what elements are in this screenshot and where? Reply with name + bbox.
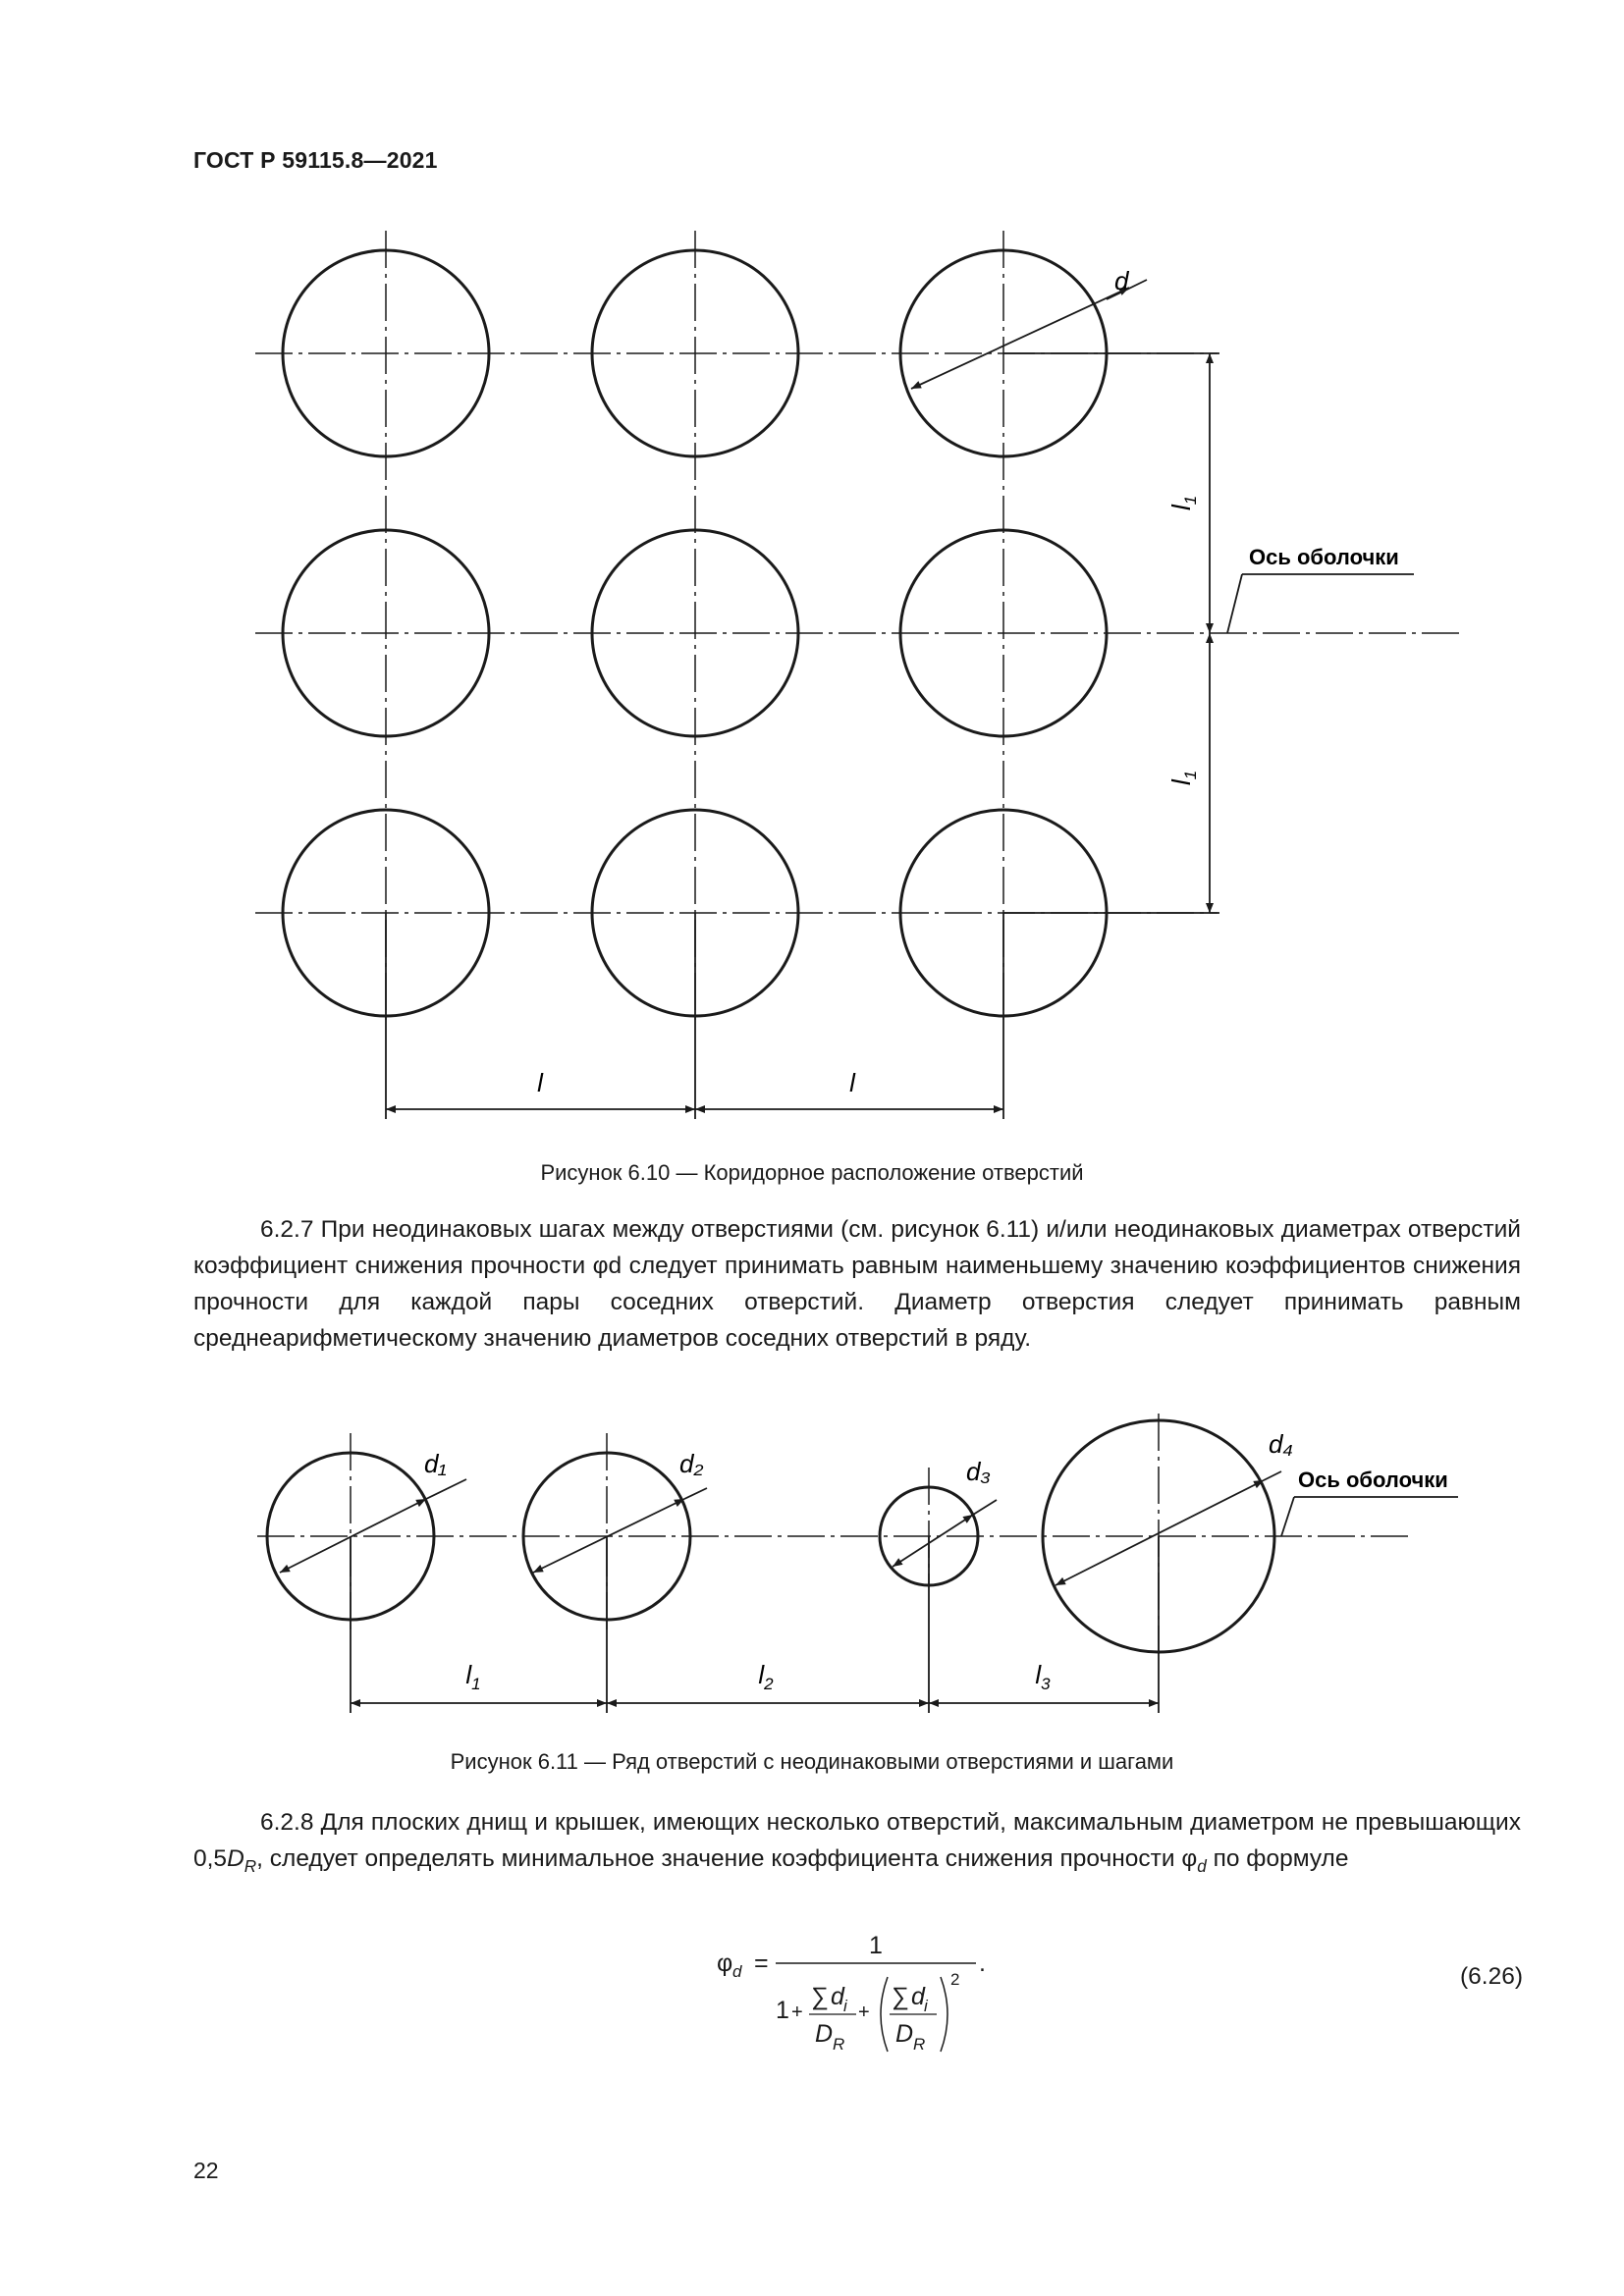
page-number: 22 [193,2158,219,2183]
document-header: ГОСТ Р 59115.8—2021 [193,147,438,173]
center-lines [255,231,1463,1026]
formula-i-2: i [924,1997,928,2015]
label-l1-lower: $l_1$ [1166,770,1200,785]
formula-phi-sub: d [732,1962,742,1981]
formula-square: 2 [950,1970,960,1989]
dimension-lines [386,280,1414,1119]
formula-D-1: D [815,2020,834,2048]
shell-axis-label: Ось оболочки [1298,1468,1448,1492]
formula-plus-2: + [858,2002,870,2023]
shell-axis-label: Ось оболочки [1249,545,1399,569]
label-d3: d₃ [966,1457,991,1486]
label-d1: d₁ [424,1449,447,1478]
dimension-lines [280,1471,1458,1713]
label-l1-upper: $l_1$ [1166,495,1200,510]
formula-D-2: D [895,2020,914,2048]
label-l-left: l [537,1068,543,1097]
figure-6-10 [0,0,1624,1139]
formula-sum-2: ∑ [892,1983,909,2010]
label-l-right: l [849,1068,855,1097]
formula-end: . [979,1949,986,1977]
formula-phi: φ [717,1949,733,1977]
label-d4: d₄ [1269,1429,1293,1459]
formula-d-1: d [831,1983,844,2010]
formula-numerator: 1 [869,1932,883,1959]
label-l3: $l_3$ [1035,1660,1051,1693]
figure-6-11 [0,1374,1624,1737]
formula-equals: = [754,1949,769,1977]
formula-plus-1: + [791,2002,803,2023]
equation-number: (6.26) [1460,1963,1524,1990]
formula-6-26 [709,1932,1003,2079]
label-l2: $l_2$ [758,1660,774,1693]
formula-R-2: R [913,2035,926,2054]
label-d: d [1114,266,1129,295]
caption-6-10: Рисунок 6.10 — Коридорное расположение отверстий [540,1160,1084,1185]
formula-one: 1 [776,1997,789,2024]
formula-d-2: d [911,1983,925,2010]
caption-6-11: Рисунок 6.11 — Ряд отверстий с неодинаковыми отверстиями и шагами [450,1749,1174,1774]
formula-i-1: i [843,1997,847,2015]
formula-sum-1: ∑ [811,1983,829,2010]
label-d2: d₂ [679,1449,704,1478]
paragraph-6-2-7: 6.2.7 При неодинаковых шагах между отверстиями (см. рисунок 6.11) и/или неодинаковых диаметрах отверстий коэффициент снижения прочности φd следует принимать равным наименьшему значению коэффициентов снижения прочности для каждой пары соседних отверстий. Диаметр отверстия следует принимать равным среднеарифметическому значению диаметров соседних отверстий в ряду. [193,1216,1521,1352]
formula-R-1: R [833,2035,845,2054]
paragraph-6-2-8: 6.2.8 Для плоских днищ и крышек, имеющих несколько отверстий, максимальным диаметром не превышающих $0,5D_R$, следует определять минимальное значение коэффициента снижения прочности $\varphi_d$ по формуле [193,1809,1521,1876]
label-l1: $l_1$ [465,1660,481,1693]
